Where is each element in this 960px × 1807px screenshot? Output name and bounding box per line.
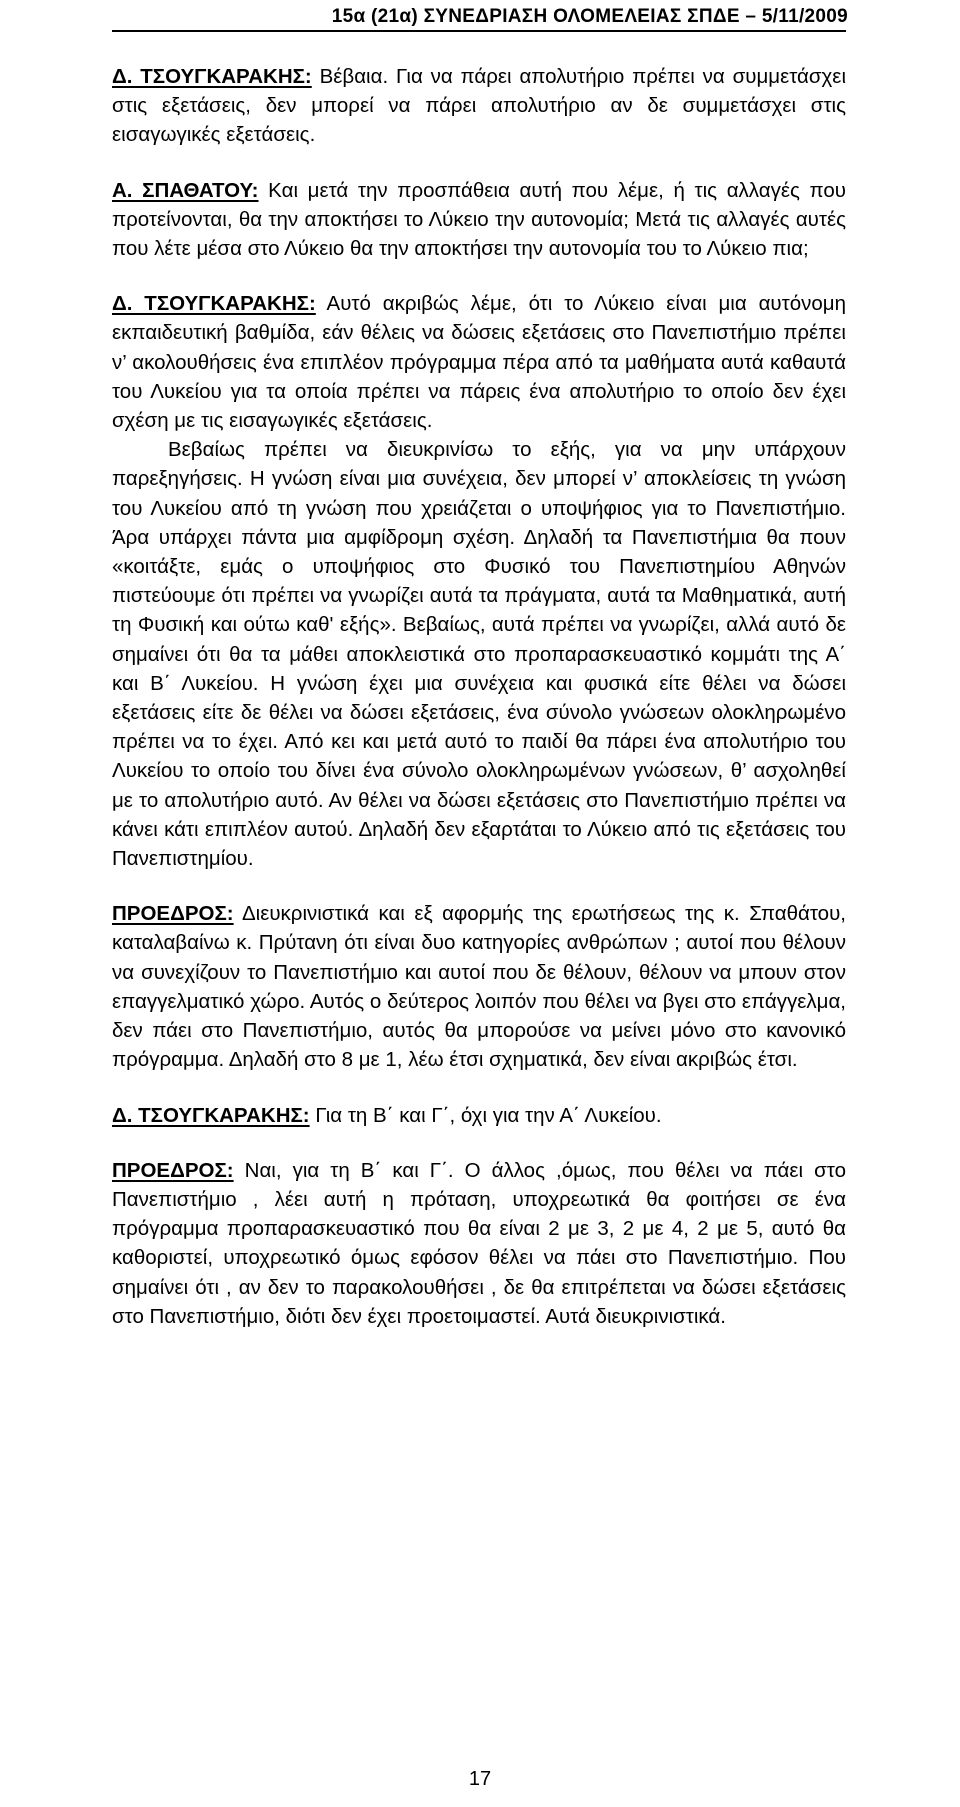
- paragraph-7: [112, 1156, 846, 1331]
- paragraph-4: [112, 435, 846, 873]
- speaker-label: Δ. ΤΣΟΥΓΚΑΡΑΚΗΣ:: [112, 292, 316, 316]
- page-header: [0, 0, 960, 30]
- paragraph-text: Βέβαια. Για να πάρει απολυτήριο πρέπει να συμμετάσχει στις εξετάσεις, δεν μπορεί να πάρει απολυτήριο αν δε συμμετάσχει στις εισαγωγικές εξετάσεις.: [112, 65, 846, 147]
- paragraph-text: Και μετά την προσπάθεια αυτή που λέμε, ή τις αλλαγές που προτείνονται, θα την αποκτήσει το Λύκειο την αυτονομία; Μετά τις αλλαγές αυτές που λέτε μέσα στο Λύκειο θα την αποκτήσει την αυτονομία του το Λύκειο πια;: [112, 178, 846, 261]
- paragraph-3: [112, 289, 846, 435]
- header-divider: [112, 30, 846, 32]
- paragraph-text: Για τη Β΄ και Γ΄, όχι για την Α΄ Λυκείου.: [309, 1103, 662, 1127]
- paragraph-1: [112, 62, 846, 150]
- paragraph-6: [112, 1101, 846, 1130]
- speaker-label: Δ. ΤΣΟΥΓΚΑΡΑΚΗΣ:: [112, 1103, 310, 1127]
- document-body: [112, 62, 846, 1331]
- document-title: 15α (21α) ΣΥΝΕΔΡΙΑΣΗ ΟΛΟΜΕΛΕΙΑΣ ΣΠΔΕ – 5/11/2009: [331, 6, 848, 27]
- paragraph-5: [112, 899, 846, 1074]
- speaker-label: Δ. ΤΣΟΥΓΚΑΡΑΚΗΣ:: [112, 65, 312, 88]
- page-number: 17: [468, 1768, 492, 1790]
- paragraph-text: Βεβαίως πρέπει να διευκρινίσω το εξής, για να μην υπάρχουν παρεξηγήσεις. Η γνώση είναι μια συνέχεια, δεν μπορεί ν’ αποκλείσεις τη γνώση του Λυκείου από τη γνώση που χρειάζεται ο υποψήφιος για το Πανεπιστήμιο. Άρα υπάρχει πάντα μια αμφίδρομη σχέση. Δηλαδή τα Πανεπιστήμια θα πουν «κοιτάξτε, εμάς ο υποψήφιος στο Φυσικό του Πανεπιστημίου Αθηνών πιστεύουμε ότι πρέπει να γνωρίζει αυτά τα πράγματα, αυτά τα Μαθηματικά, αυτή τη Φυσική και ούτω καθ' εξής». Βεβαίως, αυτά πρέπει να γνωρίζει, αλλά αυτό δε σημαίνει ότι θα τα μάθει αποκλειστικά στο προπαρασκευαστικό κομμάτι της Α΄ και Β΄ Λυκείου. Η γνώση έχει μια συνέχεια και φυσικά είτε θέλει να δώσει εξετάσεις είτε δε θέλει να δώσει εξετάσεις, ένα σύνολο γνώσεων ολοκληρωμένο πρέπει να το έχει. Από κει και μετά αυτό το παιδί θα πάρει ένα απολυτήριο του Λυκείου το οποίο του δίνει ένα σύνολο ολοκληρωμένων γνώσεων, θ’ ασχοληθεί με το απολυτήριο αυτό. Αν θέλει να δώσει εξετάσεις στο Πανεπιστήμιο πρέπει να κάνει κάτι επιπλέον αυτού. Δηλαδή δεν εξαρτάται το Λύκειο από τις εξετάσεις του Πανεπιστημίου.: [112, 438, 846, 871]
- paragraph-2: [112, 176, 846, 264]
- paragraph-text: Ναι, για τη Β΄ και Γ΄. Ο άλλος ,όμως, που θέλει να πάει στο Πανεπιστήμιο , λέει αυτή η πρόταση, υποχρεωτικά θα φοιτήσει σε ένα πρόγραμμα προπαρασκευαστικό που θα είναι 2 με 3, 2 με 4, 2 με 5, αυτό θα καθοριστεί, υποχρεωτικό όμως εφόσον θέλει να πάει στο Πανεπιστήμιο. Που σημαίνει ότι , αν δεν το παρακολουθήσει , δε θα επιτρέπεται να δώσει εξετάσεις στο Πανεπιστήμιο, διότι δεν έχει προετοιμαστεί. Αυτά διευκρινιστικά.: [112, 1158, 846, 1328]
- speaker-label: ΠΡΟΕΔΡΟΣ:: [112, 1158, 234, 1182]
- paragraph-text: Αυτό ακριβώς λέμε, ότι το Λύκειο είναι μια αυτόνομη εκπαιδευτική βαθμίδα, εάν θέλεις να δώσεις εξετάσεις στο Πανεπιστήμιο πρέπει ν’ ακολουθήσεις ένα επιπλέον πρόγραμμα πέρα από τα μαθήματα αυτά καθαυτά του Λυκείου για τα οποία πρέπει να πάρεις ένα απολυτήριο το οποίο δεν έχει σχέση με τις εισαγωγικές εξετάσεις.: [112, 292, 847, 433]
- speaker-label: Α. ΣΠΑΘΑΤΟΥ:: [112, 178, 259, 202]
- speaker-label: ΠΡΟΕΔΡΟΣ:: [112, 902, 234, 926]
- paragraph-text: Διευκρινιστικά και εξ αφορμής της ερωτήσεως της κ. Σπαθάτου, καταλαβαίνω κ. Πρύτανη ότι είναι δυο κατηγορίες ανθρώπων ; αυτοί που θέλουν να συνεχίζουν το Πανεπιστήμιο και αυτοί που δε θέλουν, θέλουν να μπουν στον επαγγελματικό χώρο. Αυτός ο δεύτερος λοιπόν που θέλει να βγει στο επάγγελμα, δεν πάει στο Πανεπιστήμιο, αυτός θα μπορούσε να μείνει μόνο στο κανονικό πρόγραμμα. Δηλαδή στο 8 με 1, λέω έτσι σχηματικά, δεν είναι ακριβώς έτσι.: [112, 902, 846, 1072]
